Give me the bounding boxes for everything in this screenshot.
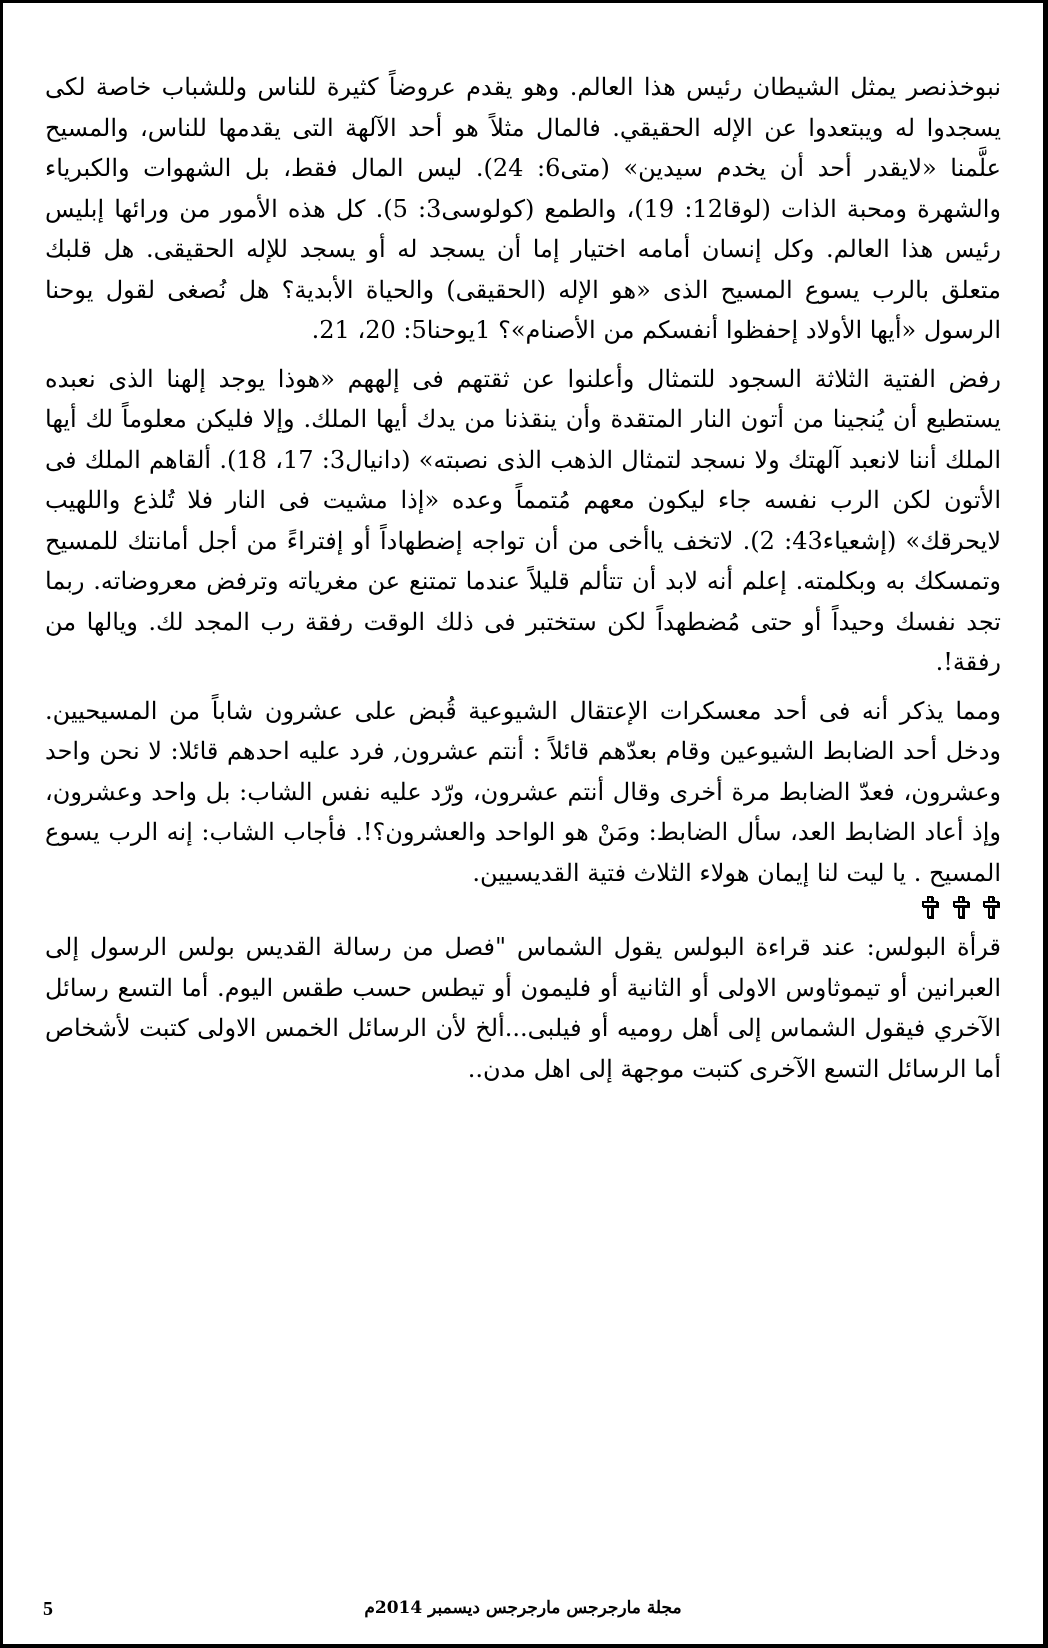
section-separator: [45, 895, 1001, 925]
paragraph-nebuchadnezzar: نبوخذنصر يمثل الشيطان رئيس هذا العالم. وهو يقدم عروضاً كثيرة للناس وللشباب خاصة لكى يسجدوا له ويبتعدوا عن الإله الحقيقي. فالمال مثلاً هو أحد الآلهة التى يقدمها للناس، والمسيح علَّمنا «لايقدر أحد أن يخدم سيدين» (متى6: 24). ليس المال فقط، بل الشهوات والكبرياء والشهرة ومحبة الذات (لوقا12: 19)، والطمع (كولوسى3: 5). كل هذه الأمور من ورائها إبليس رئيس هذا العالم. وكل إنسان أمامه اختيار إما أن يسجد له أو يسجد للإله الحقيقى. هل قلبك متعلق بالرب يسوع المسيح الذى «هو الإله (الحقيقى) والحياة الأبدية؟ هل نُصغى لقول يوحنا الرسول «أيها الأولاد إحفظوا أنفسكم من الأصنام»؟ 1يوحنا5: 20، 21.: [45, 73, 1002, 344]
paragraph-pauline-reading: قرأة البولس: عند قراءة البولس يقول الشماس "فصل من رسالة القديس بولس الرسول إلى العبرانين أو تيموثاوس الاولى أو الثانية أو فليمون أو تيطس حسب طقس اليوم. أما التسع رسائل الآخري فيقول الشماس إلى أهل روميه أو فيلبى...ألخ لأن الرسائل الخمس الاولى كتبت لأشخاص أما الرسائل التسع الآخرى كتبت موجهة إلى اهل مدن..: [45, 933, 1001, 1083]
page-number: 5: [43, 1598, 53, 1620]
publication-title: مجلة مارجرجس مارجرجس ديسمبر 2014م: [364, 1598, 682, 1618]
cross-icon: [953, 896, 969, 918]
paragraph-prison-camp: ومما يذكر أنه فى أحد معسكرات الإعتقال الشيوعية قُبض على عشرون شاباً من المسيحيين. ودخل أحد الضابط الشيوعين وقام بعدّهم قائلاً : أنتم عشرون, فرد عليه احدهم قائلا: لا نحن واحد وعشرون، فعدّ الضابط مرة أخرى وقال أنتم عشرون، ورّد عليه نفس الشاب: بل واحد وعشرون، وإذ أعاد الضابط العد، سأل الضابط: ومَنْ هو الواحد والعشرون؟!. فأجاب الشاب: إنه الرب يسوع المسيح . يا ليت لنا إيمان هولاء الثلاث فتية القديسيين.: [45, 696, 1001, 887]
page-footer: [3, 1594, 1043, 1624]
cross-icon: [922, 896, 938, 918]
cross-icon: [983, 896, 999, 918]
article-body: [45, 67, 1001, 1089]
paragraph-three-youths: رفض الفتية الثلاثة السجود للتمثال وأعلنوا عن ثقتهم فى إلههم «هوذا يوجد إلهنا الذى نعبده يستطيع أن يُنجينا من أتون النار المتقدة وأن ينقذنا من يدك أيها الملك. وإلا فليكن معلوماً لك أيها الملك أننا لانعبد آلهتك ولا نسجد لتمثال الذهب الذى نصبته» (دانيال3: 17، 18). ألقاهم الملك فى الأتون لكن الرب نفسه جاء ليكون معهم مُتمماً وعده «إذا مشيت فى النار فلا تُلذع واللهيب لايحرقك» (إشعياء43: 2). لاتخف ياأخى من أن تواجه إضطهاداً أو إفتراءً من أجل أمانتك للمسيح وتمسكك به وبكلمته. إعلم أنه لابد أن تتألم قليلاً عندما تمتنع عن مغرياته وترفض معروضاته. ربما تجد نفسك وحيداً أو حتى مُضطهداً لكن ستختبر فى ذلك الوقت رفقة رب المجد لك. ويالها من رفقة!.: [45, 364, 1002, 676]
